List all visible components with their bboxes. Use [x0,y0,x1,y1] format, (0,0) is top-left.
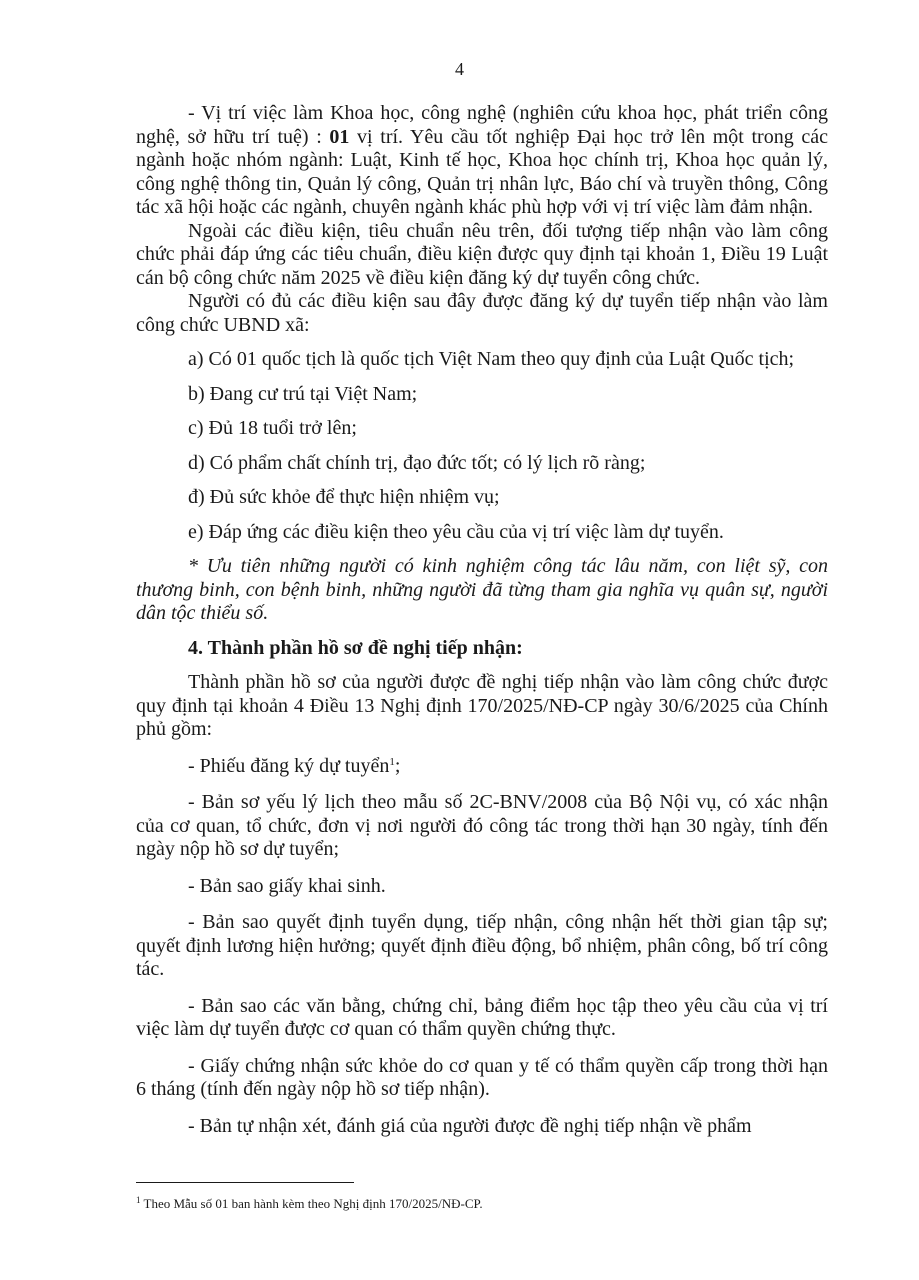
footnote [136,1196,828,1212]
condition-item-b: b) Đang cư trú tại Việt Nam; [188,382,418,405]
document-item-end: ; [394,754,401,777]
document-item-resume: - Bản sơ yếu lý lịch theo mẫu số 2C-BNV/2008 của Bộ Nội vụ, có xác nhận của cơ quan, tổ chức, đơn vị nơi người đó công tác trong thời hạn 30 ngày, tính đến ngày nộp hồ sơ dự tuyển; [136,791,828,860]
condition-item-e: e) Đáp ứng các điều kiện theo yêu cầu của vị trí việc làm dự tuyển. [188,520,724,543]
document-item-registration-form [136,755,828,779]
section-heading: 4. Thành phần hồ sơ đề nghị tiếp nhận: [188,636,523,659]
document-item-self-assessment: - Bản tự nhận xét, đánh giá của người được đề nghị tiếp nhận về phẩm [188,1114,752,1137]
footnote-reference: 1 [389,755,395,768]
conditions-paragraph: Ngoài các điều kiện, tiêu chuẩn nêu trên, đối tượng tiếp nhận vào làm công chức phải đáp ứng các tiêu chuẩn, điều kiện được quy định tại khoản 1, Điều 19 Luật cán bộ công chức năm 2025 về điều kiện đăng ký dự tuyển công chức. [136,219,828,289]
section-intro: Thành phần hồ sơ của người được đề nghị tiếp nhận vào làm công chức được quy định tại khoản 4 Điều 13 Nghị định 170/2025/NĐ-CP ngày 30/6/2025 của Chính phủ gồm: [136,671,828,740]
document-item-text: - Phiếu đăng ký dự tuyển [188,754,390,777]
job-position-count: 01 [329,125,350,148]
page-body [136,102,828,1138]
condition-item-dd: đ) Đủ sức khỏe để thực hiện nhiệm vụ; [188,486,500,508]
job-position-requirements: vị trí. Yêu cầu tốt nghiệp Đại học trở lên một trong các ngành hoặc nhóm ngành: Luật, Kinh tế học, Khoa học chính trị, Khoa học quản lý, công nghệ thông tin, Quản lý công, Quản trị nhân lực, Báo chí và truyền thông, Công tác xã hội hoặc các ngành, chuyên ngành khác phù hợp với vị trí việc làm đảm nhận. [136,125,829,218]
footnote-number: 1 [136,1195,141,1205]
condition-item-a: a) Có 01 quốc tịch là quốc tịch Việt Nam theo quy định của Luật Quốc tịch; [188,348,795,370]
document-item-diplomas: - Bản sao các văn bằng, chứng chỉ, bảng điểm học tập theo yêu cầu của vị trí việc làm dự tuyển được cơ quan có thẩm quyền chứng thực. [136,994,828,1040]
job-position-lead: - Vị trí việc làm Khoa học, công nghệ (nghiên cứu khoa học, phát triển công nghệ, sở hữu trí tuệ) : [136,102,828,148]
condition-item-d: d) Có phẩm chất chính trị, đạo đức tốt; có lý lịch rõ ràng; [188,451,646,474]
footnote-divider [136,1182,354,1183]
document-item-health-certificate: - Giấy chứng nhận sức khỏe do cơ quan y tế có thẩm quyền cấp trong thời hạn 6 tháng (tính đến ngày nộp hồ sơ tiếp nhận). [136,1054,828,1100]
page-number: 4 [455,59,464,79]
priority-note: * Ưu tiên những người có kinh nghiệm công tác lâu năm, con liệt sỹ, con thương binh, con bệnh binh, những người đã từng tham gia nghĩa vụ quân sự, người dân tộc thiểu số. [136,555,828,624]
condition-item-c: c) Đủ 18 tuổi trở lên; [188,417,357,439]
document-item-birth-certificate: - Bản sao giấy khai sinh. [188,874,386,897]
eligibility-paragraph: Người có đủ các điều kiện sau đây được đăng ký dự tuyển tiếp nhận vào làm công chức UBND xã: [136,290,828,336]
document-item-decisions: - Bản sao quyết định tuyển dụng, tiếp nhận, công nhận hết thời gian tập sự; quyết định lương hiện hưởng; quyết định điều động, bổ nhiệm, phân công, bố trí công tác. [136,911,828,980]
footnote-text: Theo Mẫu số 01 ban hành kèm theo Nghị định 170/2025/NĐ-CP. [140,1196,483,1211]
job-position-paragraph [136,102,828,220]
